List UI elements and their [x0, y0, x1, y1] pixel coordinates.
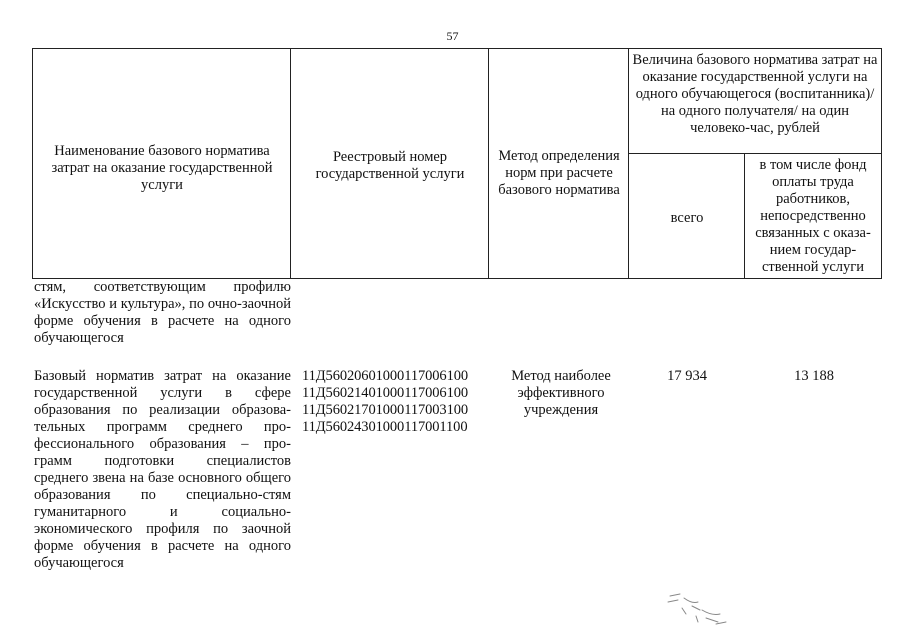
header-divider-1	[290, 48, 291, 279]
header-divider-2	[488, 48, 489, 279]
registry-number: 11Д56021701000117003100	[302, 402, 469, 418]
row-registry-numbers	[302, 368, 487, 436]
row-name: Базовый норматив затрат на оказание государственной услуги в сфере образования по реализации образова-тельных программ среднего про-фессионального образования – про-грамм подготовки специалистов среднего звена на базе основного общего образования по специально-стям гуманитарного и социально-экономического профиля по заочной форме обучения в расчете на одного обучающегося	[34, 368, 291, 571]
header-top-border	[32, 48, 882, 49]
registry-number: 11Д56024301000117001100	[302, 419, 468, 435]
header-value-group: Величина базового норматива затрат на оказание государственной услуги на одного обучающегося (воспитанника)/ на одного получателя/ на один человеко-час, рублей	[632, 52, 878, 136]
row-total: 17 934	[667, 368, 707, 384]
row-payroll: 13 188	[794, 368, 834, 384]
header-divider-3	[628, 48, 629, 279]
header-registry: Реестровый номер государственной услуги	[315, 149, 465, 182]
header-method: Метод определения норм при расчете базового норматива	[498, 147, 620, 198]
header-right-border	[881, 48, 882, 279]
header-payroll: в том числе фонд оплаты труда работников, непосредственно связанных с оказа-нием государ-ственной услуги	[755, 156, 871, 275]
page-number: 57	[446, 29, 459, 43]
registry-number: 11Д56020601000117006100	[302, 368, 469, 384]
header-name: Наименование базового норматива затрат на оказание государственной услуги	[51, 142, 273, 193]
row-continuation-name: стям, соответствующим профилю «Искусство и культура», по очно-заочной форме обучения в расчете на одного обучающегося	[34, 279, 291, 346]
header-subdivider	[744, 153, 745, 279]
header-total: всего	[670, 209, 704, 226]
registry-number: 11Д56021401000117006100	[302, 385, 469, 401]
header-left-border	[32, 48, 33, 279]
table-header	[32, 48, 882, 279]
row-method: Метод наиболее эффективного учреждения	[511, 368, 611, 418]
handwritten-mark	[662, 588, 752, 632]
